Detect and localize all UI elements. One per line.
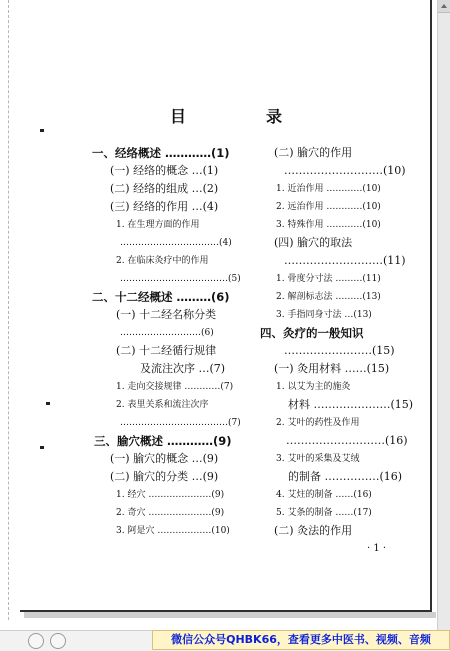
- toc-entry-label: (二) 腧穴的作用: [274, 146, 353, 159]
- toc-entry: [276, 380, 350, 394]
- toc-entry-leader: ………………………: [284, 254, 383, 267]
- toc-entry: [276, 200, 381, 214]
- vertical-scrollbar[interactable]: [437, 0, 450, 630]
- toc-entry: [116, 398, 208, 412]
- toc-entry-label: 3. 艾叶的采集及艾绒: [276, 454, 360, 464]
- toc-entry-label: (一) 腧穴的概念: [110, 452, 189, 465]
- toc-entry-page: (10): [362, 202, 381, 212]
- toc-entry-leader: …………: [161, 146, 212, 160]
- toc-entry: [276, 182, 381, 196]
- toc-entry-leader: ……: [332, 508, 354, 518]
- toc-entry-leader: …………: [163, 434, 214, 448]
- toc-entry-label: 三、腧穴概述: [94, 434, 163, 448]
- toc-entry-label: 1. 以艾为主的施灸: [276, 382, 351, 392]
- toc-entry: [120, 416, 241, 430]
- toc-entry: [110, 164, 218, 178]
- toc-entry: [110, 452, 218, 466]
- toc-entry-label: 2. 在临床灸疗中的作用: [116, 256, 209, 266]
- toc-entry-page: (15): [366, 362, 390, 375]
- toc-entry: [276, 308, 372, 322]
- toc-entry-label: (二) 灸法的作用: [274, 524, 353, 537]
- toc-entry-page: (10): [362, 184, 381, 194]
- toc-entry: [260, 326, 364, 340]
- toc-entry-label: 2. 远治作用: [276, 202, 324, 212]
- page-title: 目 录: [169, 107, 314, 126]
- toc-entry-label: 二、十二经概述: [92, 290, 173, 304]
- toc-entry: [288, 398, 413, 412]
- page-shadow: [24, 612, 436, 618]
- toc-entry-page: (9): [211, 490, 225, 500]
- toc-entry-leader: ………………………: [284, 164, 383, 177]
- toc-entry: [94, 434, 232, 448]
- toc-entry-page: (10): [211, 526, 230, 536]
- toc-entry-leader: ………………………………: [120, 418, 228, 428]
- toc-entry: [120, 272, 241, 286]
- toc-entry: [140, 362, 225, 376]
- toc-entry-page: (7): [228, 418, 241, 428]
- toc-entry: [276, 506, 372, 520]
- margin-mark: [40, 129, 44, 132]
- toc-entry-label: (二) 十二经循行规律: [116, 344, 217, 357]
- toc-entry-page: (9): [202, 452, 219, 465]
- toc-entry-leader: …………: [323, 184, 363, 194]
- toc-entry-label: (二) 经络的组成: [110, 182, 189, 195]
- toc-entry-leader: ………………………: [286, 434, 385, 447]
- toc-entry-page: (13): [362, 292, 381, 302]
- toc-entry-page: (13): [353, 310, 372, 320]
- toc-entry: [116, 488, 224, 502]
- toc-entry-leader: ………………: [154, 526, 212, 536]
- toc-entry-page: (2): [202, 182, 219, 195]
- toc-entry-page: (6): [201, 328, 214, 338]
- toc-entry-label: 1. 近治作用: [276, 184, 324, 194]
- toc-entry-page: (9): [213, 434, 232, 448]
- toc-entry-label: 2. 解剖标志法: [276, 292, 333, 302]
- toc-entry: [284, 164, 406, 178]
- toc-entry: [276, 218, 381, 232]
- toc-entry: [116, 218, 199, 232]
- toc-entry: [276, 290, 381, 304]
- toc-entry-leader: ……………………………: [120, 238, 219, 248]
- toc-entry-label: 四、灸疗的一般知识: [260, 326, 364, 340]
- toc-entry-page: (10): [362, 220, 381, 230]
- previous-page-icon[interactable]: [28, 633, 44, 649]
- toc-entry-leader: ……………: [321, 470, 380, 483]
- toc-entry-page: (4): [219, 238, 232, 248]
- toc-entry-page: (11): [362, 274, 381, 284]
- toc-entry-leader: ………: [172, 290, 212, 304]
- toc-entry-page: (16): [385, 434, 408, 447]
- toc-entry: [274, 362, 389, 376]
- toc-entry-label: 1. 骨度分寸法: [276, 274, 333, 284]
- toc-entry-leader: …: [188, 452, 203, 465]
- toc-entry-label: (二) 腧穴的分类: [110, 470, 189, 483]
- toc-entry-leader: ………: [332, 292, 363, 302]
- toc-entry-label: 1. 在生理方面的作用: [116, 220, 200, 230]
- toc-entry: [92, 290, 230, 304]
- toc-entry-leader: …: [188, 182, 203, 195]
- toc-entry: [92, 146, 230, 160]
- toc-entry: [116, 344, 216, 358]
- toc-entry-label: 1. 经穴: [116, 490, 146, 500]
- toc-entry: [116, 506, 224, 520]
- toc-entry: [120, 236, 232, 250]
- toc-entry-label: 2. 艾叶的药性及作用: [276, 418, 360, 428]
- toc-entry-label: 3. 手指同身寸法: [276, 310, 342, 320]
- margin-mark: [46, 402, 50, 405]
- scroll-up-arrow-icon[interactable]: [438, 0, 450, 13]
- toc-entry: [116, 308, 216, 322]
- toc-entry-page: (1): [211, 146, 230, 160]
- toc-entry-leader: …: [188, 164, 203, 177]
- margin-mark: [40, 446, 44, 449]
- toc-entry-leader: …: [188, 200, 203, 213]
- toc-entry-label: 1. 走向交接规律: [116, 382, 182, 392]
- toc-entry: [288, 470, 402, 484]
- toc-entry-leader: …………………: [145, 508, 212, 518]
- toc-entry-label: 及流注次序: [140, 362, 195, 375]
- toc-entry: [276, 488, 372, 502]
- viewer-guide-line: [8, 0, 9, 620]
- toc-entry-leader: …: [195, 362, 210, 375]
- toc-entry-leader: …………………: [310, 398, 391, 411]
- toc-entry-label: (三) 经络的作用: [110, 200, 189, 213]
- toc-entry-page: (10): [383, 164, 406, 177]
- toc-entry-page: (7): [209, 362, 226, 375]
- document-page: [20, 0, 432, 612]
- toc-entry-page: (15): [390, 398, 414, 411]
- page-number: · 1 ·: [367, 543, 387, 554]
- toc-entry-page: (11): [383, 254, 406, 267]
- toc-entry-page: (9): [202, 470, 219, 483]
- toc-entry-page: (15): [372, 344, 395, 357]
- toc-entry: [284, 254, 406, 268]
- toc-entry-label: 2. 表里关系和流注次序: [116, 400, 209, 410]
- toc-entry-label: (一) 经络的概念: [110, 164, 189, 177]
- toc-entry-leader: …………: [323, 220, 363, 230]
- toc-entry-label: 3. 特殊作用: [276, 220, 324, 230]
- toc-entry-label: 3. 阿是穴: [116, 526, 155, 536]
- toc-entry-page: (5): [228, 274, 241, 284]
- toc-entry-label: (一) 灸用材料: [274, 362, 342, 375]
- toc-entry-leader: …: [341, 310, 354, 320]
- toc-entry-label: 材料: [288, 398, 310, 411]
- toc-entry: [276, 452, 359, 466]
- toc-entry-label: 2. 奇穴: [116, 508, 146, 518]
- toc-entry-label: (一) 十二经名称分类: [116, 308, 217, 321]
- toc-entry-leader: ……: [341, 362, 367, 375]
- toc-entry: [116, 380, 233, 394]
- toc-entry-page: (16): [353, 490, 372, 500]
- toc-entry-leader: ………………………………: [120, 274, 228, 284]
- toc-entry: [274, 146, 352, 160]
- toc-entry-leader: …………………: [145, 490, 212, 500]
- toc-entry-label: (四) 腧穴的取法: [274, 236, 353, 249]
- toc-entry: [274, 524, 352, 538]
- toc-entry-page: (16): [379, 470, 403, 483]
- toc-entry-leader: …: [188, 470, 203, 483]
- toc-entry-leader: ………………………: [120, 328, 201, 338]
- toc-entry: [286, 434, 408, 448]
- toc-entry: [110, 200, 218, 214]
- toc-entry: [110, 470, 218, 484]
- toc-entry-label: 一、经络概述: [92, 146, 161, 160]
- toc-entry: [116, 254, 208, 268]
- toc-entry: [276, 416, 359, 430]
- toc-entry: [276, 272, 381, 286]
- next-page-icon[interactable]: [50, 633, 66, 649]
- watermark-banner: 微信公众号QHBK66，查看更多中医书、视频、音频: [152, 630, 450, 650]
- toc-entry-page: (9): [211, 508, 225, 518]
- toc-entry: [274, 236, 352, 250]
- toc-entry: [116, 524, 230, 538]
- toc-entry-label: 5. 艾条的制备: [276, 508, 333, 518]
- toc-entry-leader: …………: [323, 202, 363, 212]
- toc-entry: [120, 326, 214, 340]
- toc-entry-page: (4): [202, 200, 219, 213]
- toc-entry-page: (6): [211, 290, 230, 304]
- toc-entry: [284, 344, 395, 358]
- toc-entry-label: 4. 艾炷的制备: [276, 490, 333, 500]
- toc-entry-leader: ………: [332, 274, 363, 284]
- toc-entry-page: (17): [353, 508, 372, 518]
- toc-entry-page: (1): [202, 164, 219, 177]
- toc-entry-leader: ……: [332, 490, 354, 500]
- toc-entry-leader: ……………………: [284, 344, 372, 357]
- toc-entry-leader: …………: [181, 382, 221, 392]
- toc-entry: [110, 182, 218, 196]
- toc-entry-page: (7): [220, 382, 234, 392]
- toc-entry-label: 的制备: [288, 470, 321, 483]
